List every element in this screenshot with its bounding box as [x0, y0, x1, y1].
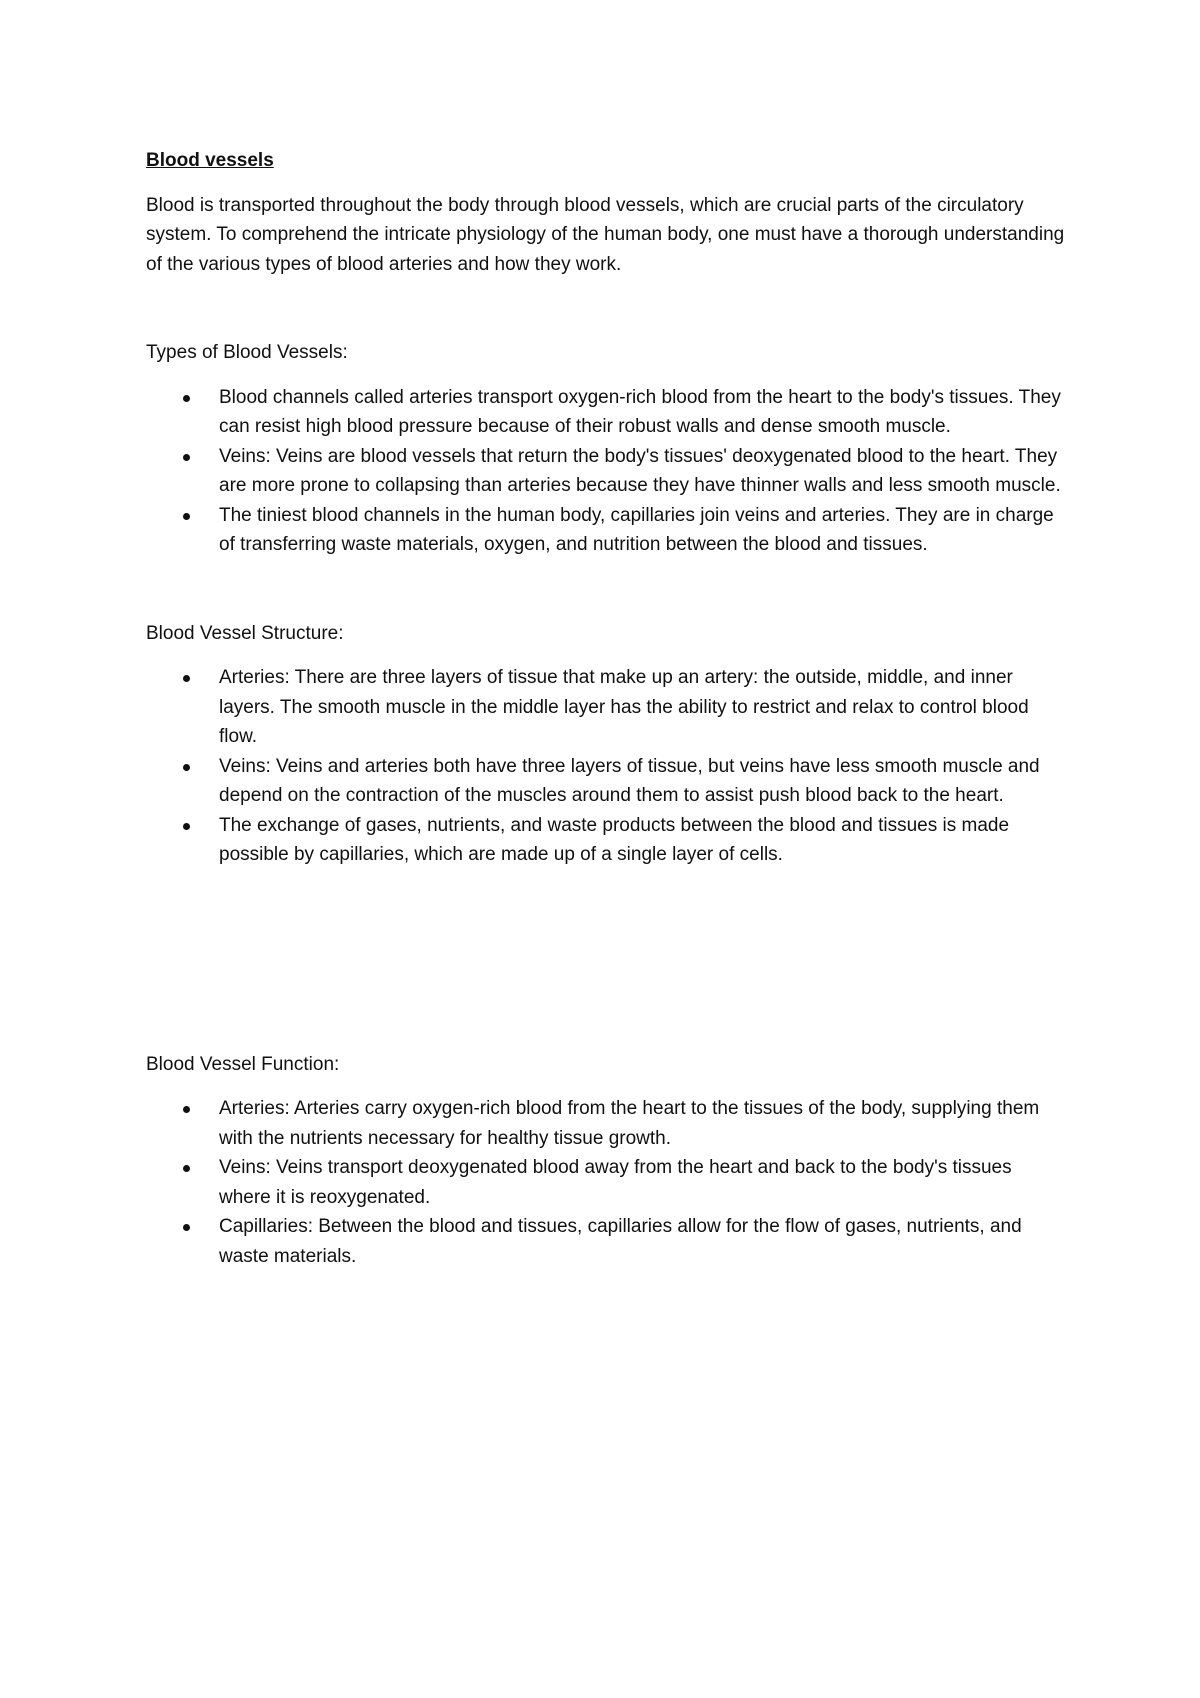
bullet-icon [183, 1224, 190, 1231]
bullet-icon [183, 1165, 190, 1172]
document-body [146, 146, 1066, 1271]
bullet-list [146, 383, 1066, 560]
bullet-icon [183, 454, 190, 461]
section-structure [146, 619, 1066, 870]
bullet-icon [183, 513, 190, 520]
list-item-text: The tiniest blood channels in the human body, capillaries join veins and arteries. They are in charge of transferring waste materials, oxygen, and nutrition between the blood and tissues. [219, 504, 1054, 555]
list-item [146, 811, 1066, 870]
list-item-text: Veins: Veins and arteries both have three layers of tissue, but veins have less smooth muscle and depend on the contraction of the muscles around them to assist push blood back to the heart. [219, 755, 1040, 806]
list-item-text: Capillaries: Between the blood and tissues, capillaries allow for the flow of gases, nutrients, and waste materials. [219, 1216, 1022, 1267]
section-heading: Types of Blood Vessels: [146, 342, 348, 363]
bullet-icon [183, 395, 190, 402]
list-item-text: Veins: Veins are blood vessels that return the body's tissues' deoxygenated blood to the heart. They are more prone to collapsing than arteries because they have thinner walls and less smooth muscle. [219, 445, 1061, 496]
list-item [146, 1153, 1066, 1212]
section-function [146, 1050, 1066, 1272]
list-item [146, 501, 1066, 560]
list-item [146, 1212, 1066, 1271]
bullet-list [146, 1094, 1066, 1271]
bullet-icon [183, 823, 190, 830]
list-item [146, 442, 1066, 501]
bullet-icon [183, 675, 190, 682]
section-heading: Blood Vessel Function: [146, 1053, 340, 1075]
section-heading: Blood Vessel Structure: [146, 622, 344, 644]
list-item-text: Arteries: Arteries carry oxygen-rich blood from the heart to the tissues of the body, supplying them with the nutrients necessary for healthy tissue growth. [219, 1098, 1040, 1149]
list-item-text: Blood channels called arteries transport oxygen-rich blood from the heart to the body's tissues. They can resist high blood pressure because of their robust walls and dense smooth muscle. [219, 386, 1061, 437]
list-item [146, 383, 1066, 442]
bullet-icon [183, 1106, 190, 1113]
bullet-icon [183, 764, 190, 771]
document-title: Blood vessels [146, 150, 274, 171]
list-item-text: Veins: Veins transport deoxygenated blood away from the heart and back to the body's tissues where it is reoxygenated. [219, 1157, 1012, 1208]
list-item-text: Arteries: There are three layers of tissue that make up an artery: the outside, middle, and inner layers. The smooth muscle in the middle layer has the ability to restrict and relax to control blood flow. [219, 667, 1029, 747]
list-item-text: The exchange of gases, nutrients, and waste products between the blood and tissues is made possible by capillaries, which are made up of a single layer of cells. [219, 814, 1010, 865]
list-item [146, 752, 1066, 811]
intro-paragraph: Blood is transported throughout the body through blood vessels, which are crucial parts of the circulatory system. To comprehend the intricate physiology of the human body, one must have a thorough understanding of the various types of blood arteries and how they work. [146, 194, 1065, 275]
list-item [146, 663, 1066, 752]
list-item [146, 1094, 1066, 1153]
bullet-list [146, 663, 1066, 870]
section-types [146, 338, 1066, 560]
